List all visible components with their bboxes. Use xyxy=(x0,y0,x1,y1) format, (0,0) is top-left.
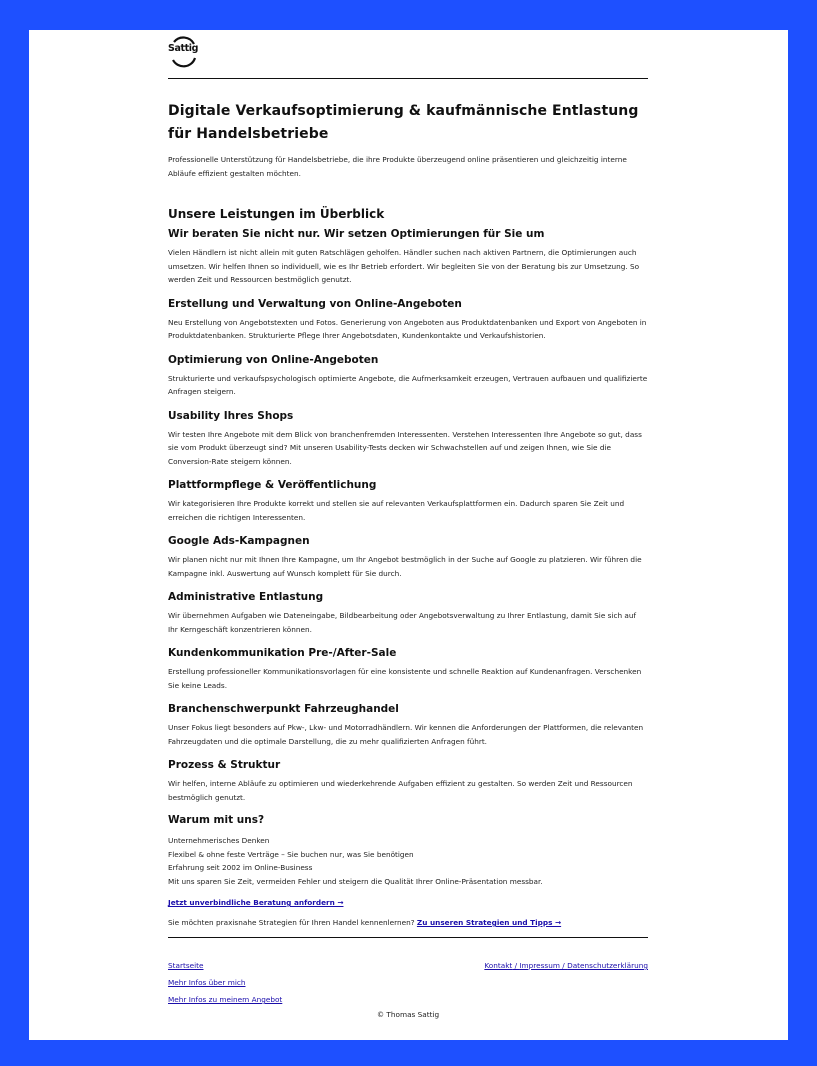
footer-separator: / xyxy=(559,961,568,970)
service-text: Wir übernehmen Aufgaben wie Dateneingabe, Bildbearbeitung oder Angebotsverwaltung zu Ihrer Entlastung, damit Sie sich auf Ihr Kerngeschäft konzentrieren können. xyxy=(168,611,637,634)
logo[interactable] xyxy=(168,34,198,68)
service-text: Wir kategorisieren Ihre Produkte korrekt und stellen sie auf relevanten Verkaufsplattformen ein. Dadurch sparen Sie Zeit und erreichen die richtigen Interessenten. xyxy=(168,499,625,522)
footer-link-startseite[interactable]: Startseite xyxy=(168,961,204,970)
why-us-point: Mit uns sparen Sie Zeit, vermeiden Fehler und steigern die Qualität Ihrer Online-Präsentation messbar. xyxy=(168,876,543,886)
service-title: Plattformpflege & Veröffentlichung xyxy=(168,479,377,491)
service-item xyxy=(168,758,648,804)
service-text: Unser Fokus liegt besonders auf Pkw-, Lkw- und Motorradhändlern. Wir kennen die Anforderungen der Plattformen, die relevanten Fahrzeugdaten und die optimale Darstellung, die zu mehr qualifizierten Anfragen führt. xyxy=(168,723,644,746)
header-divider xyxy=(168,78,648,79)
service-title: Administrative Entlastung xyxy=(168,591,324,603)
service-item xyxy=(168,409,648,469)
footer-link-kontakt[interactable]: Kontakt xyxy=(484,961,513,970)
main-content xyxy=(168,30,648,1030)
strategies-link[interactable]: Zu unseren Strategien und Tipps → xyxy=(416,918,562,927)
service-text: Wir testen Ihre Angebote mit dem Blick von branchenfremden Interessenten. Verstehen Interessenten Ihre Angebote so gut, dass sie vom Produkt überzeugt sind? Mit unseren Usability-Tests decken wir Schwachstellen auf und zeigen Ihnen, wie Sie die Conversion-Rate steigern können. xyxy=(168,429,642,466)
service-title: Branchenschwerpunkt Fahrzeughandel xyxy=(168,703,399,715)
service-title: Google Ads-Kampagnen xyxy=(168,535,310,547)
why-us-list xyxy=(168,834,648,888)
service-item xyxy=(168,227,648,287)
service-item xyxy=(168,297,648,343)
service-item xyxy=(168,353,648,399)
service-item xyxy=(168,590,648,636)
service-title: Prozess & Struktur xyxy=(168,759,281,771)
logo-text: Sattig xyxy=(168,43,198,54)
footer-link-about-me[interactable]: Mehr Infos über mich xyxy=(168,978,246,987)
service-title: Kundenkommunikation Pre-/After-Sale xyxy=(168,647,397,659)
service-title: Wir beraten Sie nicht nur. Wir setzen Optimierungen für Sie um xyxy=(168,228,545,240)
why-us-point: Erfahrung seit 2002 im Online-Business xyxy=(168,863,313,872)
strategies-text: Sie möchten praxisnahe Strategien für Ihren Handel kennenlernen? xyxy=(168,918,415,927)
why-us-point: Unternehmerisches Denken xyxy=(168,836,270,845)
services-heading: Unsere Leistungen im Überblick xyxy=(168,207,385,221)
consultation-cta-link[interactable]: Jetzt unverbindliche Beratung anfordern → xyxy=(168,898,344,907)
strategies-line xyxy=(168,917,648,929)
service-item xyxy=(168,646,648,692)
footer-link-datenschutz[interactable]: Datenschutzerklärung xyxy=(567,961,648,970)
service-title: Usability Ihres Shops xyxy=(168,409,294,422)
service-text: Erstellung professioneller Kommunikationsvorlagen für eine konsistente und schnelle Reaktion auf Kundenanfragen. Verschenken Sie keine Leads. xyxy=(168,667,642,690)
why-us-section xyxy=(168,813,648,929)
service-text: Wir helfen, interne Abläufe zu optimieren und wiederkehrende Aufgaben effizient zu gestalten. So werden Zeit und Ressourcen bestmöglich genutzt. xyxy=(168,779,633,802)
service-title: Erstellung und Verwaltung von Online-Angeboten xyxy=(168,297,462,310)
service-item xyxy=(168,534,648,580)
service-text: Strukturierte und verkaufspsychologisch optimierte Angebote, die Aufmerksamkeit erzeugen, Vertrauen aufbauen und qualifizierte Anfragen steigern. xyxy=(168,373,648,396)
footer-separator: / xyxy=(512,961,520,970)
footer-link-offer[interactable]: Mehr Infos zu meinem Angebot xyxy=(168,995,283,1004)
copyright: © Thomas Sattig xyxy=(376,1010,440,1019)
service-item xyxy=(168,702,648,748)
footer-link-impressum[interactable]: Impressum xyxy=(519,961,560,970)
intro-text: Professionelle Unterstützung für Handelsbetriebe, die ihre Produkte überzeugend online präsentieren und gleichzeitig interne Abläufe effizient gestalten möchten. xyxy=(168,155,627,178)
footer-legal-links xyxy=(484,960,648,972)
service-text: Wir planen nicht nur mit Ihnen Ihre Kampagne, um Ihr Angebot bestmöglich in der Suche auf Google zu platzieren. Wir führen die Kampagne inkl. Auswertung auf Wunsch komplett für Sie durch. xyxy=(168,555,642,578)
services-list xyxy=(168,227,648,804)
page-canvas xyxy=(29,30,788,1040)
service-title: Optimierung von Online-Angeboten xyxy=(168,353,379,366)
service-text: Neu Erstellung von Angebotstexten und Fotos. Generierung von Angeboten aus Produktdatenbanken und Export von Angeboten in Produktdatenbanken. Strukturierte Pflege Ihrer Angebotsdaten, Kundenkontakte und Verkaufshistorien. xyxy=(168,317,647,340)
footer-divider xyxy=(168,937,648,938)
why-us-point: Flexibel & ohne feste Verträge – Sie buchen nur, was Sie benötigen xyxy=(168,849,414,859)
footer xyxy=(168,960,648,1030)
service-text: Vielen Händlern ist nicht allein mit guten Ratschlägen geholfen. Händler suchen nach aktiven Partnern, die Optimierungen auch umsetzen. Wir helfen Ihnen so individuell, wie es Ihr Betrieb erfordert. Wir begleiten Sie von der Beratung bis zur Umsetzung. So werden Zeit und Ressourcen bestmöglich genutzt. xyxy=(168,248,640,284)
why-us-heading: Warum mit uns? xyxy=(168,814,265,826)
service-item xyxy=(168,478,648,524)
page-title: Digitale Verkaufsoptimierung & kaufmännische Entlastung für Handelsbetriebe xyxy=(168,103,639,142)
